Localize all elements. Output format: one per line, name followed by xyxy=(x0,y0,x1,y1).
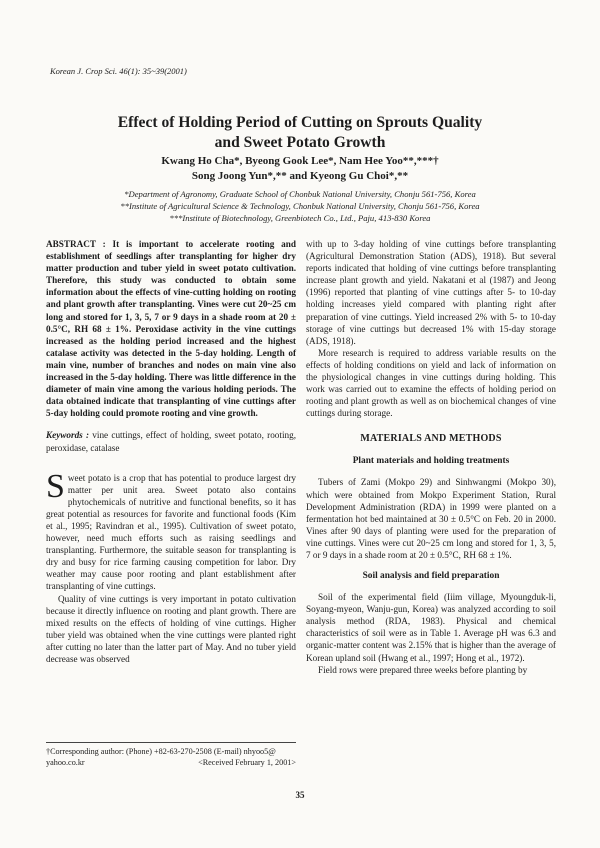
affiliation-3: ***Institute of Biotechnology, Greenbiotech Co., Ltd., Paju, 413-830 Korea xyxy=(169,213,431,223)
paper-title xyxy=(60,113,540,153)
authors-line-1: Kwang Ho Cha*, Byeong Gook Lee*, Nam Hee Yoo**,***† xyxy=(161,155,439,167)
intro-paragraph-1-text: weet potato is a crop that has potential to produce largest dry matter per unit area. Sweet potato also contains phytochemicals of nutritive and functional benefits, so it has great potential as resources for favorite and functional foods (Kim et al., 1995; Ravindran et al., 1995). Cultivation of sweet potato, however, need much efforts such as raising seedlings and transplanting. Furthermore, the suitable season for transplanting is dry and busy for rice farming causing competition for labor. Dry weather may cause poor rooting and plant establishment after transplanting of vine cuttings. xyxy=(46,472,296,592)
page-number: 35 xyxy=(295,790,305,800)
methods-paragraph-3: Field rows were prepared three weeks before planting by xyxy=(318,664,528,675)
subheading-plant-materials: Plant materials and holding treatments xyxy=(352,456,510,467)
keywords xyxy=(46,429,296,453)
methods-paragraph-2: Soil of the experimental field (Iiim village, Myoungduk-li, Soyang-myeon, Wanju-gun, Korea) was analyzed according to soil analysis method (RDA, 1983). Physical and chemical characteristics of soil were as in Table 1. Average pH was 6.3 and organic-matter content was 2.15% that is higher than the average of Korean upland soil (Hwang et al., 1997; Hong et al., 1972). xyxy=(306,592,556,663)
keywords-text: vine cuttings, effect of holding, sweet potato, rooting, peroxidase, catalase xyxy=(46,430,296,453)
title-line-1: Effect of Holding Period of Cutting on Sprouts Quality xyxy=(117,114,483,131)
title-line-2: and Sweet Potato Growth xyxy=(214,134,386,151)
abstract: ABSTRACT : It is important to accelerate rooting and establishment of seedlings after transplanting for higher dry matter production and tuber yield in sweet potato cultivation. Therefore, this study was conducted to obtain some information about the effects of vine-cutting holding on rooting and plant growth after transplanting. Vines were cut 20~25 cm long and stored for 1, 3, 5, 7 or 9 days in a shade room at 20 ± 0.5°C, RH 68 ± 1%. Peroxidase activity in the vine cuttings increased as the holding period increased and the highest catalase activity was detected in the 5-day holding. Length of main vine, number of branches and nodes on main vine also increased in the 5-day holding. There was little difference in the diameter of main vine among the various holding periods. The data obtained indicate that transplanting of vine cuttings after 5-day holding could promote rooting and vine growth. xyxy=(46,239,296,419)
left-column xyxy=(46,238,296,665)
intro-paragraph-4: More research is required to address variable results on the effects of holding conditions on yield and lack of information on the physiological changes in vine cuttings during holding. This work was carried out to examine the effects of holding period on rooting and plant growth as well as on biochemical changes of vine cuttings during storage. xyxy=(306,347,556,419)
affiliation-1: *Department of Agronomy, Graduate School of Chonbuk National University, Chonju 561-756, Korea xyxy=(124,189,476,199)
journal-citation: Korean J. Crop Sci. 46(1): 35~39(2001) xyxy=(50,66,187,76)
footnote-email-end: yahoo.co.kr xyxy=(46,758,85,767)
footnote-divider xyxy=(46,742,296,743)
intro-paragraph-1 xyxy=(46,467,296,593)
received-date: <Received February 1, 2001> xyxy=(198,758,296,767)
introduction xyxy=(46,467,296,666)
right-column xyxy=(306,238,556,676)
keywords-label: Keywords : xyxy=(46,430,90,441)
footnote-line-1: †Corresponding author: (Phone) +82-63-270-2508 (E-mail) nhyoo5@ xyxy=(46,747,276,756)
methods-paragraph-1: Tubers of Zami (Mokpo 29) and Sinhwangmi (Mokpo 30), which were obtained from Mokpo Experiment Station, Rural Development Administration (RDA) in 1999 were planted on a fermentation hot bed maintained at 30 ± 0.5°C on Feb. 20 in 2000. Vines after 90 days of planting were used for the preparation of vine cuttings. Vines were cut 20~25 cm long and stored for 1, 3, 5, 7 or 9 days in a shade room at 20 ± 0.5°C, RH 68 ± 1%. xyxy=(306,477,556,560)
footnote-line-2 xyxy=(46,757,296,768)
corresponding-author-footnote xyxy=(46,742,296,768)
drop-cap: S xyxy=(46,467,65,505)
author-list xyxy=(60,154,540,184)
affiliations xyxy=(60,188,540,224)
subheading-soil-analysis: Soil analysis and field preparation xyxy=(362,571,500,582)
intro-paragraph-2: Quality of vine cuttings is very important in potato cultivation because it directly influence on rooting and plant growth. There are mixed results on the effects of holding of vine cuttings. Higher tuber yield was obtained when the vine cuttings were planted right after cutting no later than the latter part of May. And no tuber yield decrease was observed xyxy=(46,593,296,664)
affiliation-2: **Institute of Agricultural Science & Technology, Chonbuk National University, Chonju 561-756, Korea xyxy=(120,201,480,211)
authors-line-2: Song Joong Yun*,** and Kyeong Gu Choi*,** xyxy=(191,170,409,182)
section-heading-materials-methods: MATERIALS AND METHODS xyxy=(360,433,502,445)
intro-paragraph-3: with up to 3-day holding of vine cuttings before transplanting (Agricultural Demonstration Station (ADS), 1918). But several reports indicated that holding of vine cuttings before transplanting increase plant growth and yield. Nakatani et al (1987) and Jeong (1996) reported that planting of vine cuttings after 5- to 10-day holding increases yield compared with planting right after preparation of vine cuttings. Yield increased 2% with 5- to 10-day storage of vine cuttings but decreased 1% with 15-day storage (ADS, 1918). xyxy=(306,239,556,346)
